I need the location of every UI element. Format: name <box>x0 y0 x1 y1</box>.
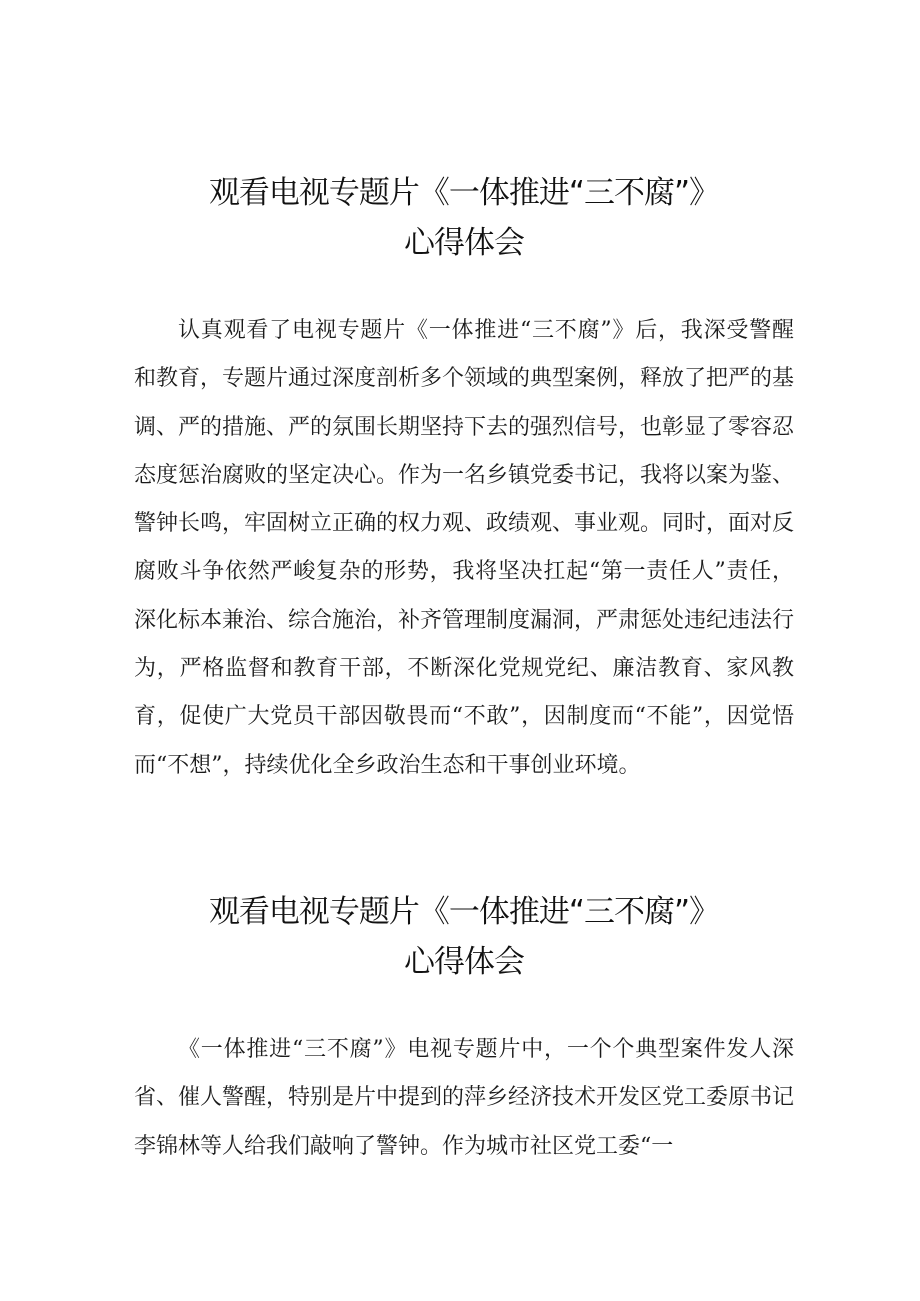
title-line-1: 观看电视专题片《一体推进“三不腐”》 <box>208 175 720 211</box>
article-body: 认真观看了电视专题片《一体推进“三不腐”》后，我深受警醒和教育，专题片通过深度剖析多个领域的典型案例，释放了把严的基调、严的措施、严的氛围长期坚持下去的强烈信号，也彰显了零容忍态度惩治腐败的坚定决心。作为一名乡镇党委书记，我将以案为鉴、警钟长鸣，牢固树立正确的权力观、政绩观、事业观。同时，面对反腐败斗争依然严峻复杂的形势，我将坚决扛起“第一责任人”责任，深化标本兼治、综合施治，补齐管理制度漏洞，严肃惩处违纪违法行为，严格监督和教育干部，不断深化党规党纪、廉洁教育、家风教育，促使广大党员干部因敬畏而“不敢”，因制度而“不能”，因觉悟而“不想”，持续优化全乡政治生态和干事创业环境。 <box>134 318 795 778</box>
title-line-2: 心得体会 <box>404 944 524 980</box>
title-line-2: 心得体会 <box>404 225 524 261</box>
title-line-1: 观看电视专题片《一体推进“三不腐”》 <box>208 894 720 930</box>
article-1 <box>134 168 794 790</box>
article-title <box>134 887 794 987</box>
article-title <box>134 168 794 268</box>
article-body: 《一体推进“三不腐”》电视专题片中，一个个典型案件发人深省、催人警醒，特别是片中提到的萍乡经济技术开发区党工委原书记李锦林等人给我们敲响了警钟。作为城市社区党工委“一 <box>134 1037 795 1159</box>
article-2 <box>134 887 794 1171</box>
